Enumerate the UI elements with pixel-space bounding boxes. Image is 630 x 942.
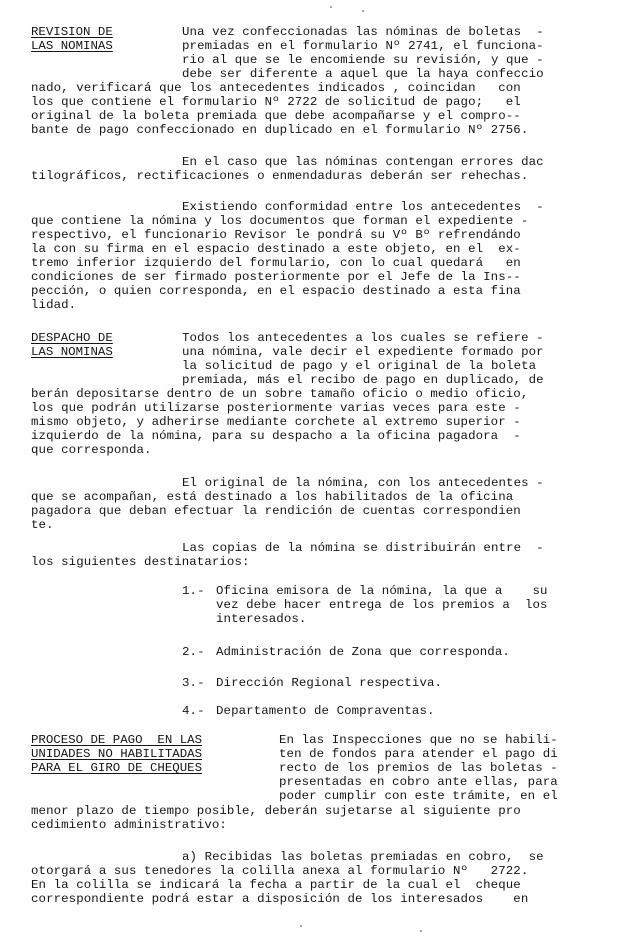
text-line: los que podrán utilizarse posteriormente varias veces para este - <box>31 401 521 415</box>
text-line: condiciones de ser firmado posteriormente por el Jefe de la Ins-- <box>31 270 521 284</box>
text-line: otorgará a sus tenedores la colilla anexa al formulario Nº 2722. <box>31 864 529 878</box>
text-line: Las copias de la nómina se distribuirán entre - <box>182 541 544 555</box>
text-line: tremo inferior izquierdo del formulario, con lo cual quedará en <box>31 256 521 270</box>
text-line: Oficina emisora de la nómina, la que a su <box>216 584 548 598</box>
text-line: una nómina, vale decir el expediente formado por <box>182 345 544 359</box>
list-number: 4.- <box>182 704 205 718</box>
text-line: a) Recibidas las boletas premiadas en cobro, se <box>182 850 544 864</box>
text-line: poder cumplir con este trámite, en el <box>279 789 558 803</box>
text-line: Administración de Zona que corresponda. <box>216 645 510 659</box>
text-line: original de la boleta premiada que debe acompañarse y el compro-- <box>31 109 521 123</box>
text-line: que se acompañan, está destinado a los habilitados de la oficina <box>31 490 514 504</box>
list-number: 1.- <box>182 584 205 598</box>
text-line: bante de pago confeccionado en duplicado en el formulario Nº 2756. <box>31 123 529 137</box>
text-line: te. <box>31 518 54 532</box>
text-line: la con su firma en el espacio destinado a este objeto, en el ex- <box>31 242 521 256</box>
text-line: berán depositarse dentro de un sobre tamaño oficio o medio oficio, <box>31 387 529 401</box>
text-line: pección, o quien corresponda, en el espacio destinado a esta fina <box>31 284 521 298</box>
text-line: tilográficos, rectificaciones o enmendaduras deberán ser rehechas. <box>31 169 529 183</box>
text-line: Departamento de Compraventas. <box>216 704 435 718</box>
section-heading: LAS NOMINAS <box>31 345 113 359</box>
text-line: correspondiente podrá estar a disposición de los interesados en <box>31 892 529 906</box>
scan-speck <box>362 10 364 12</box>
text-line: Una vez confeccionadas las nóminas de boletas - <box>182 25 544 39</box>
text-line: ten de fondos para atender el pago di <box>279 747 558 761</box>
text-line: respectivo, el funcionario Revisor le pondrá su Vº Bº refrendándo <box>31 228 521 242</box>
text-line: rio al que se le encomiende su revisión, y que - <box>182 53 544 67</box>
section-heading: DESPACHO DE <box>31 331 113 345</box>
text-line: El original de la nómina, con los antecedentes - <box>182 476 544 490</box>
text-line: En la colilla se indicará la fecha a partir de la cual el cheque <box>31 878 521 892</box>
text-line: la solicitud de pago y el original de la boleta <box>182 359 537 373</box>
text-line: los que contiene el formulario Nº 2722 de solicitud de pago; el <box>31 95 521 109</box>
text-line: En el caso que las nóminas contengan errores dac <box>182 155 544 169</box>
text-line: mismo objeto, y adherirse mediante corchete al extremo superior - <box>31 415 521 429</box>
text-line: que contiene la nómina y los documentos que forman el expediente - <box>31 214 529 228</box>
text-line: menor plazo de tiempo posible, deberán sujetarse al siguiente pro <box>31 804 521 818</box>
text-line: pagadora que deban efectuar la rendición de cuentas correspondien <box>31 504 521 518</box>
text-line: recto de los premios de las boletas - <box>279 761 558 775</box>
text-line: interesados. <box>216 612 307 626</box>
section-heading: PARA EL GIRO DE CHEQUES <box>31 761 203 775</box>
text-line: nado, verificará que los antecedentes indicados , coincidan con <box>31 81 521 95</box>
text-line: cedimiento administrativo: <box>31 818 227 832</box>
section-heading: PROCESO DE PAGO EN LAS <box>31 733 203 747</box>
text-line: debe ser diferente a aquel que la haya confeccio <box>182 67 544 81</box>
section-heading: LAS NOMINAS <box>31 39 113 53</box>
text-line: En las Inspecciones que no se habili- <box>279 733 558 747</box>
text-line: Existiendo conformidad entre los antecedentes - <box>182 200 544 214</box>
section-heading: UNIDADES NO HABILITADAS <box>31 747 203 761</box>
text-line: Dirección Regional respectiva. <box>216 676 443 690</box>
text-line: que corresponda. <box>31 443 152 457</box>
text-line: vez debe hacer entrega de los premios a los <box>216 598 548 612</box>
scan-speck <box>300 925 302 927</box>
list-number: 2.- <box>182 645 205 659</box>
scan-speck <box>330 6 332 8</box>
text-line: premiada, más el recibo de pago en duplicado, de <box>182 373 544 387</box>
list-number: 3.- <box>182 676 205 690</box>
text-line: Todos los antecedentes a los cuales se refiere - <box>182 331 544 345</box>
text-line: premiadas en el formulario Nº 2741, el funciona- <box>182 39 544 53</box>
section-heading: REVISION DE <box>31 25 113 39</box>
text-line: los siguientes destinatarios: <box>31 555 250 569</box>
text-line: lidad. <box>31 298 77 312</box>
text-line: presentadas en cobro ante ellas, para <box>279 775 558 789</box>
text-line: izquierdo de la nómina, para su despacho a la oficina pagadora - <box>31 429 521 443</box>
scan-speck <box>420 930 422 932</box>
